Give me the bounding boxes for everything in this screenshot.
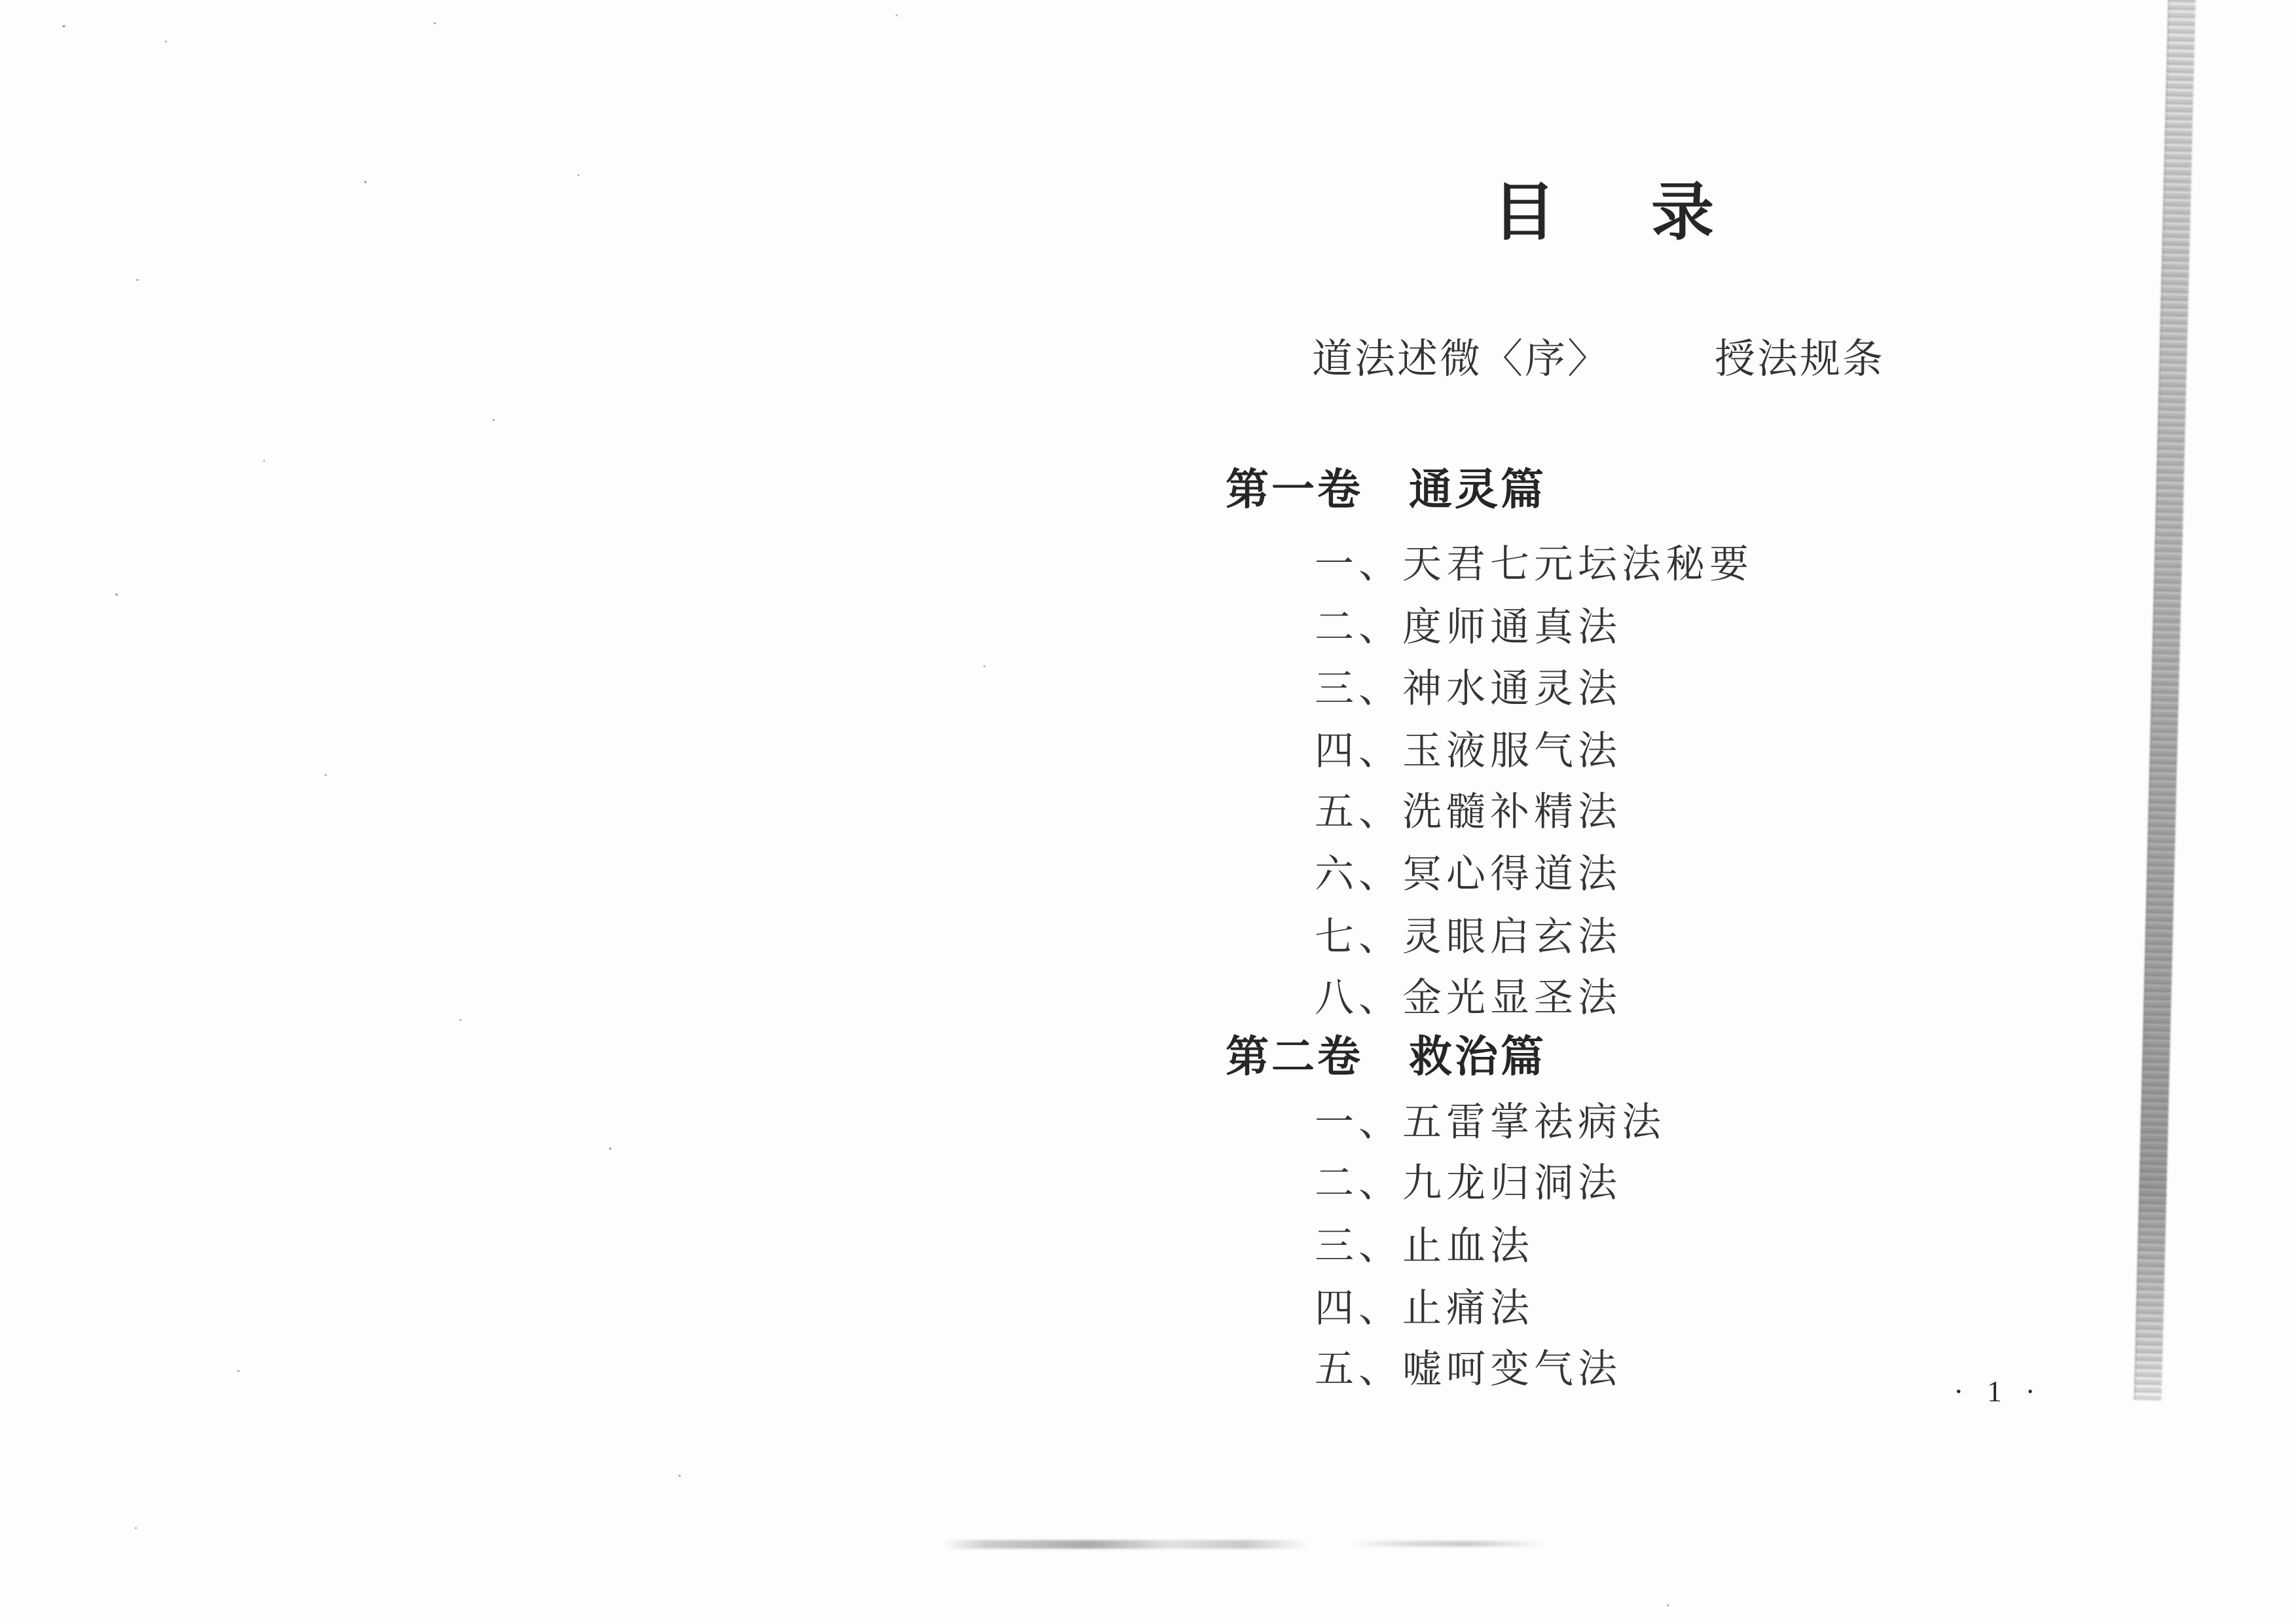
toc-item: 一、五雷掌祛病法 — [1315, 1101, 1666, 1144]
toc-item: 五、洗髓补精法 — [1315, 790, 1622, 834]
toc-section-vol2 — [1226, 1022, 1546, 1084]
toc-entry-preface: 道法述微〈序〉 — [1312, 337, 1611, 382]
toc-item: 七、灵眼启玄法 — [1315, 915, 1622, 959]
toc-item: 四、玉液服气法 — [1315, 729, 1622, 773]
toc-item: 二、度师通真法 — [1315, 606, 1622, 649]
front-matter-row — [1312, 326, 1885, 384]
scan-speck — [115, 593, 118, 596]
toc-item: 八、金光显圣法 — [1315, 976, 1622, 1020]
volume-name: 救治篇 — [1409, 1033, 1546, 1081]
toc-section-vol1 — [1226, 454, 1546, 517]
toc-item: 六、冥心得道法 — [1315, 853, 1622, 896]
toc-item: 三、止血法 — [1315, 1225, 1534, 1268]
toc-item: 三、神水通灵法 — [1315, 667, 1622, 710]
toc-item: 二、九龙归洞法 — [1315, 1162, 1622, 1205]
book-edge-shadow — [2134, 0, 2196, 1400]
toc-item: 四、止痛法 — [1315, 1287, 1534, 1330]
scan-speck — [492, 419, 495, 421]
scan-speck — [577, 174, 579, 176]
scan-speck — [460, 1019, 462, 1021]
gutter-smudge — [943, 1540, 1309, 1549]
scan-speck — [364, 181, 367, 183]
scan-speck — [433, 22, 436, 24]
page-number: · 1 · — [1954, 1375, 2043, 1408]
scan-speck — [135, 1527, 137, 1529]
scan-speck — [165, 41, 167, 43]
scan-speck — [609, 1147, 611, 1150]
page-title: 目 录 — [1493, 177, 1715, 248]
scan-speck — [263, 460, 265, 462]
scan-speck — [983, 665, 985, 667]
volume-label: 第一卷 — [1226, 466, 1363, 514]
toc-item: 一、天君七元坛法秘要 — [1315, 543, 1753, 586]
gutter-smudge — [1349, 1541, 1545, 1547]
scan-speck — [136, 279, 139, 281]
scan-speck — [678, 1475, 681, 1477]
toc-item: 五、嘘呵变气法 — [1315, 1348, 1622, 1391]
scan-speck — [237, 1370, 240, 1372]
toc-entry-rules: 授法规条 — [1715, 337, 1886, 382]
scan-speck — [896, 14, 898, 16]
scan-speck — [62, 25, 65, 28]
scan-speck — [1667, 1604, 1669, 1606]
volume-label: 第二卷 — [1226, 1033, 1363, 1081]
volume-name: 通灵篇 — [1409, 466, 1546, 514]
scan-speck — [325, 774, 327, 776]
